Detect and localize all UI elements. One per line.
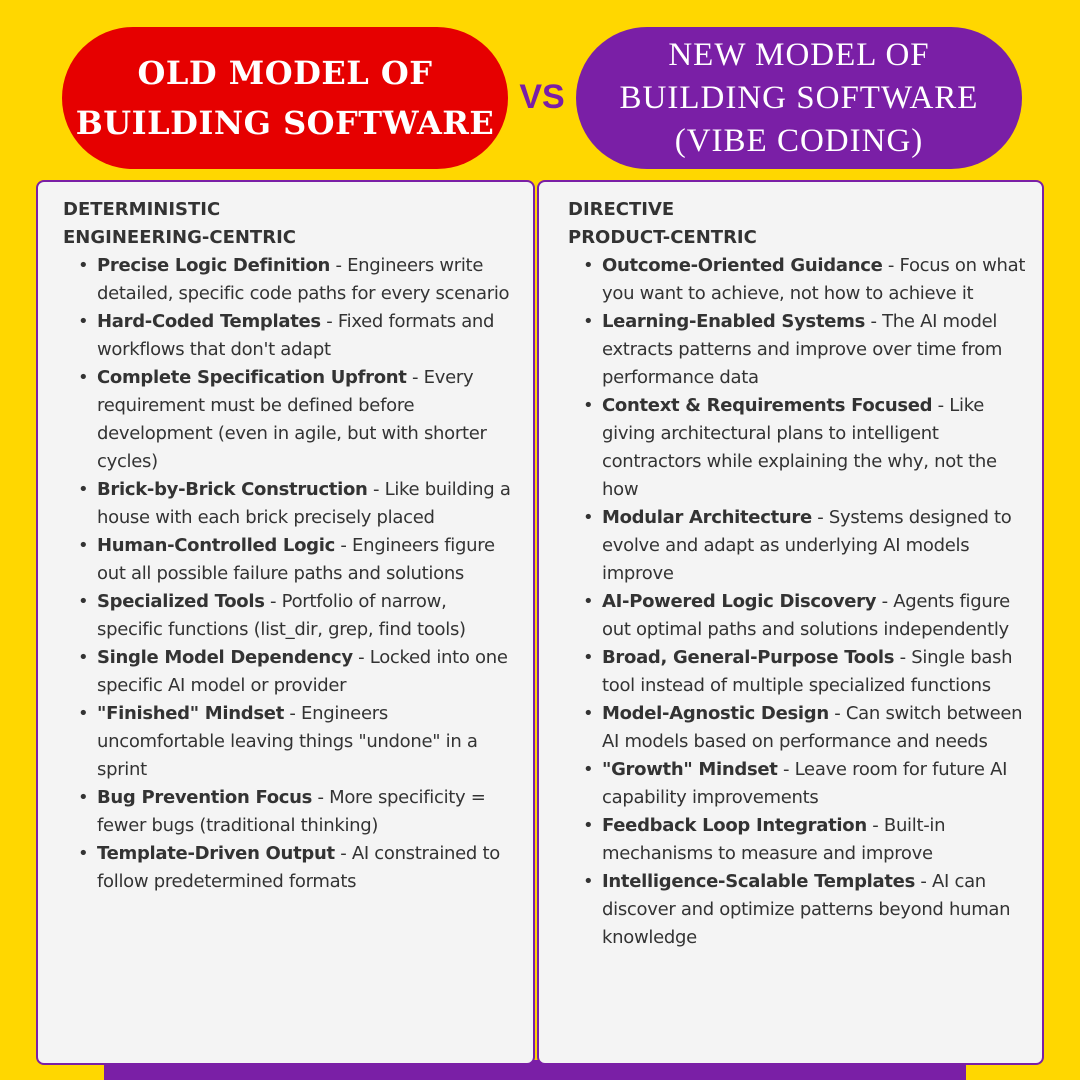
list-item — [583, 644, 1027, 700]
item-term: Complete Specification Upfront — [97, 367, 407, 388]
list-item — [78, 308, 517, 364]
old-model-panel — [36, 180, 535, 1065]
item-term: Bug Prevention Focus — [97, 787, 313, 808]
item-term: Context & Requirements Focused — [602, 395, 933, 416]
item-term: AI-Powered Logic Discovery — [602, 591, 877, 612]
list-item — [78, 840, 517, 896]
item-term: "Growth" Mindset — [602, 759, 778, 780]
item-term: Modular Architecture — [602, 507, 812, 528]
new-model-panel — [537, 180, 1044, 1065]
bullet-icon: • — [583, 311, 594, 332]
list-item — [78, 784, 517, 840]
item-term: Model-Agnostic Design — [602, 703, 829, 724]
list-item — [78, 644, 517, 700]
bullet-icon: • — [78, 647, 89, 668]
list-item — [583, 504, 1027, 588]
list-item — [78, 700, 517, 784]
bullet-icon: • — [78, 535, 89, 556]
bullet-icon: • — [78, 367, 89, 388]
item-term: Outcome-Oriented Guidance — [602, 255, 883, 276]
bullet-icon: • — [583, 507, 594, 528]
item-desc: - Systems designed to evolve and adapt as underlying AI models improve — [602, 507, 1012, 584]
item-term: Feedback Loop Integration — [602, 815, 867, 836]
item-desc: - AI constrained to follow predetermined formats — [97, 843, 500, 892]
new-model-heading: DIRECTIVE PRODUCT-CENTRIC — [568, 199, 757, 248]
item-term: Human-Controlled Logic — [97, 535, 335, 556]
bullet-icon: • — [583, 703, 594, 724]
item-desc: - Agents figure out optimal paths and solutions independently — [602, 591, 1010, 640]
bullet-icon: • — [583, 815, 594, 836]
bullet-icon: • — [583, 395, 594, 416]
item-desc: - Single bash tool instead of multiple specialized functions — [602, 647, 1013, 696]
bullet-icon: • — [78, 703, 89, 724]
list-item — [78, 588, 517, 644]
list-item — [583, 392, 1027, 504]
item-desc: - Like building a house with each brick precisely placed — [97, 479, 511, 528]
item-desc: - Can switch between AI models based on performance and needs — [602, 703, 1023, 752]
bullet-icon: • — [583, 591, 594, 612]
item-desc: - Portfolio of narrow, specific functions (list_dir, grep, find tools) — [97, 591, 466, 640]
item-desc: - Engineers figure out all possible failure paths and solutions — [97, 535, 495, 584]
item-desc: - Built-in mechanisms to measure and improve — [602, 815, 946, 864]
item-desc: - Leave room for future AI capability improvements — [602, 759, 1008, 808]
old-model-banner — [62, 27, 508, 169]
item-desc: - Engineers uncomfortable leaving things "undone" in a sprint — [97, 703, 478, 780]
bullet-icon: • — [583, 759, 594, 780]
list-item — [78, 476, 517, 532]
bullet-icon: • — [78, 787, 89, 808]
item-desc: - AI can discover and optimize patterns beyond human knowledge — [602, 871, 1011, 948]
old-model-list — [78, 252, 517, 896]
bullet-icon: • — [78, 255, 89, 276]
item-term: Intelligence-Scalable Templates — [602, 871, 915, 892]
new-model-banner — [576, 27, 1022, 169]
item-term: Precise Logic Definition — [97, 255, 331, 276]
bullet-icon: • — [78, 311, 89, 332]
item-term: Brick-by-Brick Construction — [97, 479, 368, 500]
item-desc: - Engineers write detailed, specific code paths for every scenario — [97, 255, 510, 304]
item-term: Learning-Enabled Systems — [602, 311, 866, 332]
item-term: Hard-Coded Templates — [97, 311, 321, 332]
list-item — [78, 364, 517, 476]
list-item — [583, 700, 1027, 756]
item-desc: - Focus on what you want to achieve, not how to achieve it — [602, 255, 1026, 304]
bullet-icon: • — [78, 843, 89, 864]
bullet-icon: • — [583, 255, 594, 276]
item-term: "Finished" Mindset — [97, 703, 285, 724]
vs-label: VS — [519, 78, 565, 116]
old-model-heading: DETERMINISTIC ENGINEERING-CENTRIC — [63, 199, 296, 248]
item-term: Template-Driven Output — [97, 843, 335, 864]
item-desc: - Like giving architectural plans to intelligent contractors while explaining the why, not the how — [602, 395, 997, 500]
bullet-icon: • — [583, 647, 594, 668]
new-model-title: NEW MODEL OF BUILDING SOFTWARE (VIBE CODING) — [619, 36, 979, 159]
item-desc: - The AI model extracts patterns and improve over time from performance data — [602, 311, 1003, 388]
item-term: Broad, General-Purpose Tools — [602, 647, 895, 668]
list-item — [583, 588, 1027, 644]
bullet-icon: • — [583, 871, 594, 892]
item-desc: - Locked into one specific AI model or provider — [97, 647, 508, 696]
item-desc: - Every requirement must be defined before development (even in agile, but with shorter cycles) — [97, 367, 487, 472]
item-desc: - More specificity = fewer bugs (traditional thinking) — [97, 787, 486, 836]
old-model-title: OLD MODEL OF BUILDING SOFTWARE — [75, 54, 495, 142]
item-term: Specialized Tools — [97, 591, 265, 612]
item-term: Single Model Dependency — [97, 647, 353, 668]
item-desc: - Fixed formats and workflows that don't adapt — [97, 311, 495, 360]
bullet-icon: • — [78, 591, 89, 612]
list-item — [583, 812, 1027, 868]
list-item — [78, 252, 517, 308]
bullet-icon: • — [78, 479, 89, 500]
list-item — [583, 308, 1027, 392]
new-model-list — [583, 252, 1027, 952]
list-item — [78, 532, 517, 588]
list-item — [583, 756, 1027, 812]
list-item — [583, 252, 1027, 308]
list-item — [583, 868, 1027, 952]
